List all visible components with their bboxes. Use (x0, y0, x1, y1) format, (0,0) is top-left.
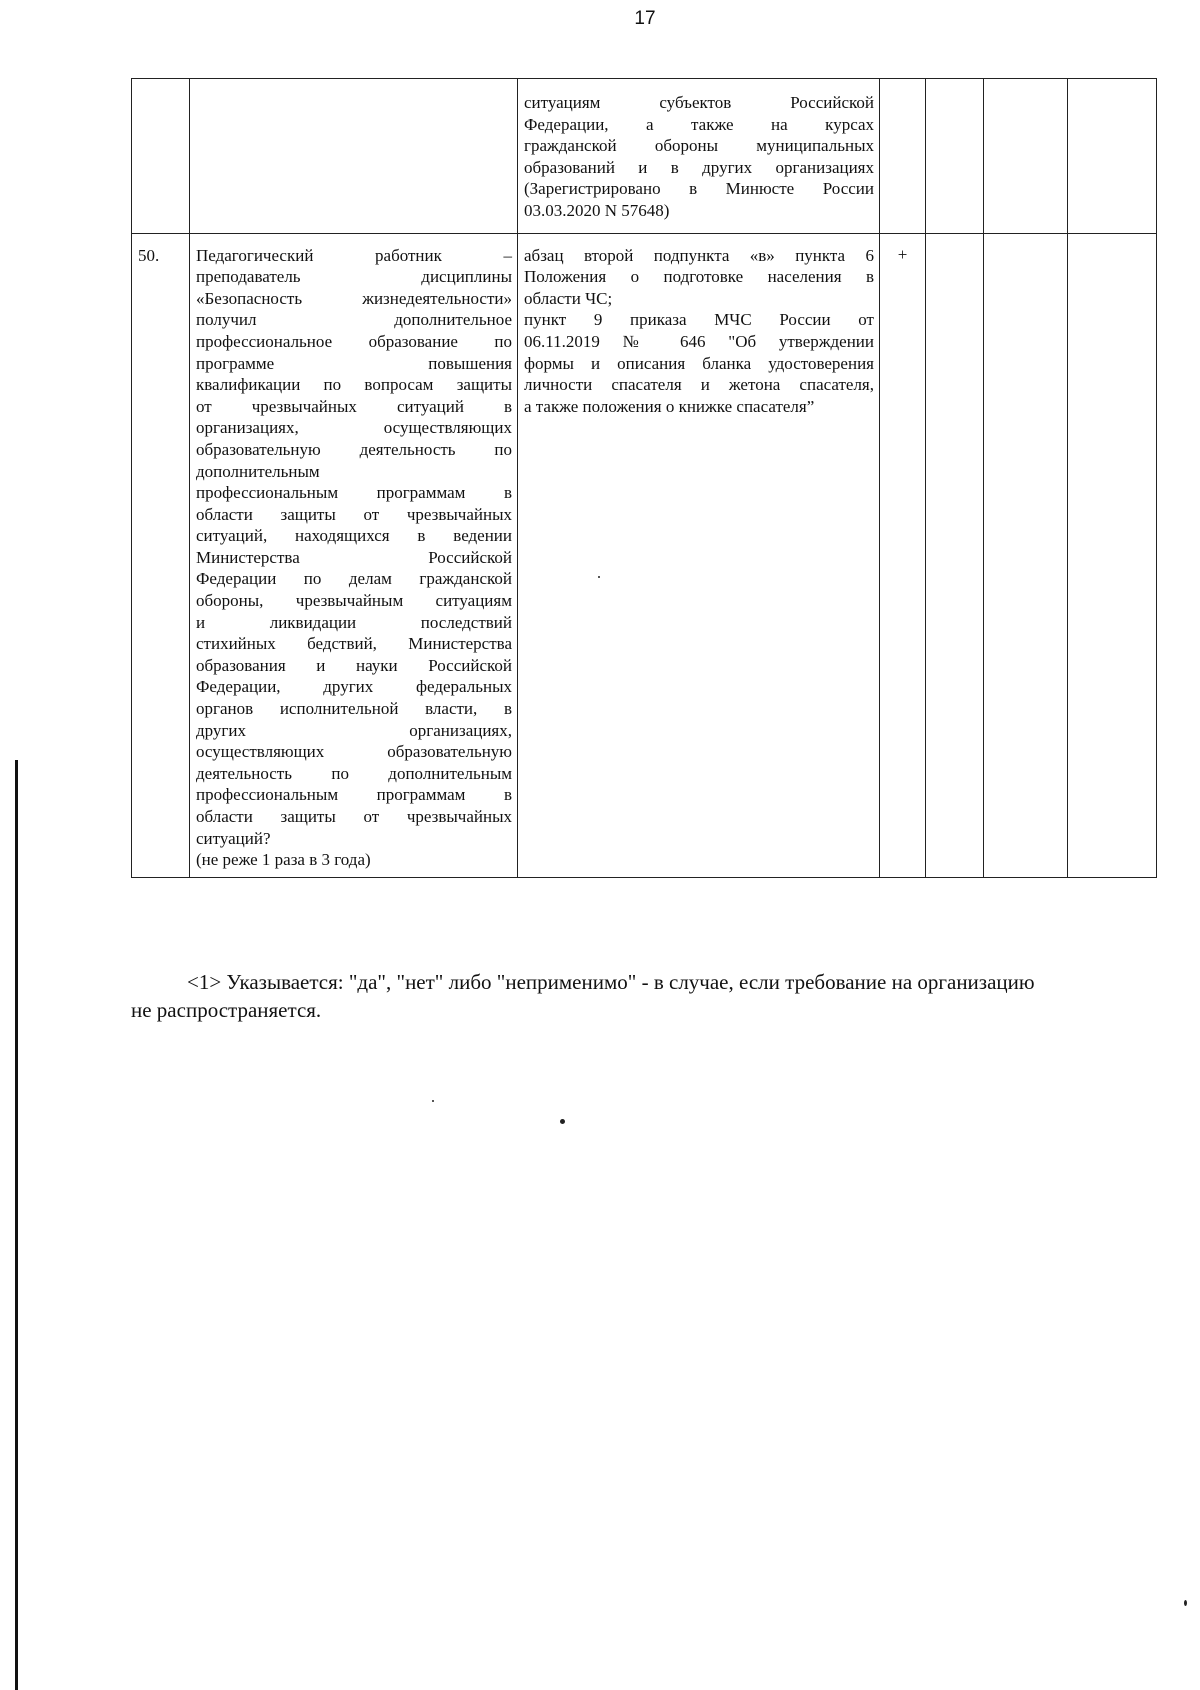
question-line: области защиты от чрезвычайных (196, 807, 512, 826)
reference-line: Положения о подготовке населения в (524, 267, 874, 287)
question-line: получил дополнительное (196, 310, 512, 330)
question-line: Педагогический работник – (196, 245, 512, 265)
answer-cell (984, 233, 1068, 877)
answer-cell (926, 79, 984, 234)
question-line: других организациях, (196, 720, 512, 740)
question-line: образования и науки Российской (196, 655, 512, 675)
reference-line: ситуациям субъектов Российской (524, 93, 874, 112)
answer-cell (1068, 79, 1157, 234)
reference-line: 03.03.2020 N 57648) (524, 200, 670, 220)
question-line: ситуаций, находящихся в ведении (196, 526, 512, 546)
reference-cell (518, 233, 880, 877)
scan-speck (432, 1100, 434, 1102)
reference-line: (Зарегистрировано в Минюсте России (524, 179, 874, 199)
row-number-cell (132, 79, 190, 234)
question-line: ситуаций? (196, 828, 271, 848)
question-line: Министерства Российской (196, 547, 512, 567)
scan-speck (560, 1119, 565, 1124)
reference-line: Федерации, а также на курсах (524, 114, 874, 134)
question-line: обороны, чрезвычайным ситуациям (196, 591, 512, 611)
reference-line: а также положения о книжке спасателя” (524, 396, 815, 416)
page-number: 17 (634, 8, 656, 29)
row-number-cell: 50. (132, 233, 190, 877)
answer-cell (984, 79, 1068, 234)
reference-line: личности спасателя и жетона спасателя, (524, 375, 874, 395)
footnote-line: не распространяется. (131, 998, 322, 1022)
answer-cell (880, 79, 926, 234)
question-line: программе повышения (196, 353, 512, 373)
footnote-line: <1> Указывается: "да", "нет" либо "неприменимо" - в случае, если требование на организацию (187, 970, 1035, 994)
question-line: «Безопасность жизнедеятельности» (196, 288, 512, 308)
reference-line: формы и описания бланка удостоверения (524, 353, 874, 373)
table-row (132, 233, 1157, 877)
question-cell (190, 233, 518, 877)
question-line: осуществляющих образовательную (196, 742, 512, 762)
question-line: квалификации по вопросам защиты (196, 375, 512, 395)
answer-cell (1068, 233, 1157, 877)
answer-cell (926, 233, 984, 877)
question-line: образовательную деятельность по (196, 439, 512, 459)
question-line: области защиты от чрезвычайных (196, 504, 512, 524)
scan-speck (1184, 1600, 1187, 1606)
question-line: организациях, осуществляющих (196, 418, 512, 438)
question-line: дополнительным (196, 461, 320, 481)
question-line: Федерации, других федеральных (196, 677, 512, 697)
reference-cell (518, 79, 880, 234)
scan-edge-line (15, 760, 18, 1690)
reference-line: области ЧС; (524, 288, 613, 308)
question-line: профессиональным программам в (196, 785, 512, 805)
reference-line: гражданской обороны муниципальных (524, 136, 874, 156)
reference-line: абзац второй подпункта «в» пункта 6 (524, 245, 874, 265)
table-row (132, 79, 1157, 234)
question-line: преподаватель дисциплины (196, 267, 512, 287)
question-line: от чрезвычайных ситуаций в (196, 396, 512, 416)
question-line: профессиональное образование по (196, 331, 512, 351)
question-line: деятельность по дополнительным (196, 763, 512, 783)
reference-line: образований и в других организациях (524, 157, 874, 177)
question-line: и ликвидации последствий (196, 612, 512, 632)
reference-line: пункт 9 приказа МЧС России от (524, 310, 874, 330)
footnote (131, 968, 1156, 1024)
question-cell (190, 79, 518, 234)
question-line: стихийных бедствий, Министерства (196, 634, 512, 654)
answer-cell: + (880, 233, 926, 877)
question-line: (не реже 1 раза в 3 года) (196, 850, 371, 870)
requirements-table (131, 78, 1157, 878)
question-line: органов исполнительной власти, в (196, 699, 512, 719)
question-line: профессиональным программам в (196, 483, 512, 503)
scan-speck (598, 576, 600, 578)
question-line: Федерации по делам гражданской (196, 569, 512, 589)
reference-line: 06.11.2019 № 646 "Об утверждении (524, 331, 874, 351)
